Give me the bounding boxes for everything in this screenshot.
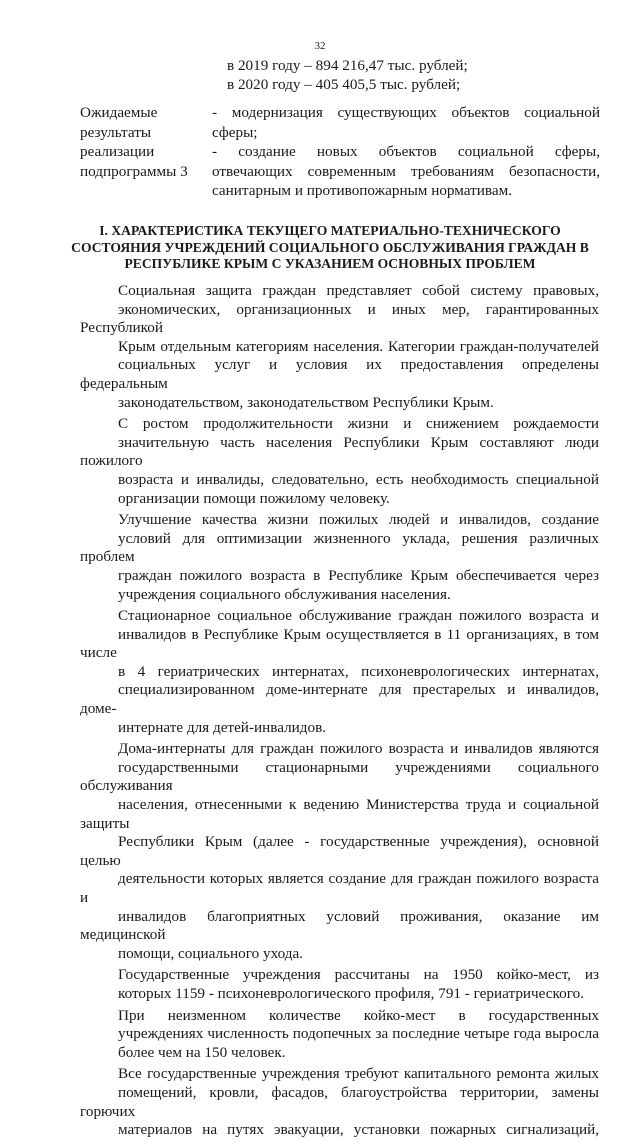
result-line: - модернизация существующих объектов социальной [212,104,600,121]
funding-line-2019: в 2019 году – 894 216,47 тыс. рублей; [227,57,468,74]
paragraph-line: Крым отдельным категориям населения. Категории граждан-получателей [118,337,599,355]
paragraph-line: помещений, кровли, фасадов, благоустройства территории, замены горючих [80,1083,599,1120]
paragraph-line: в 4 гериатрических интернатах, психоневрологических интернатах, [118,662,599,680]
paragraph [80,511,599,604]
result-line: сферы; [212,123,258,141]
body-text [80,282,599,1143]
paragraph-line: значительную часть населения Республики Крым составляют люди пожилого [80,433,599,470]
expected-results-label [80,103,210,181]
label-line: Ожидаемые [80,104,158,121]
expected-results-list [212,103,600,201]
paragraph-line: специализированном доме-интернате для престарелых и инвалидов, доме- [80,681,599,718]
paragraph-line: населения, отнесенными к ведению Министерства труда и социальной защиты [80,796,599,832]
result-line: - создание новых объектов социальной сферы, [212,143,600,160]
paragraph-line: инвалидов благоприятных условий проживания, оказание им медицинской [80,907,599,944]
paragraph-line: Улучшение качества жизни пожилых людей и инвалидов, создание [118,511,599,529]
paragraph-line: Все государственные учреждения требуют капитального ремонта жилых [118,1065,599,1083]
paragraph-line: Республики Крым (далее - государственные учреждения), основной целью [80,833,599,869]
paragraph-line: более чем на 150 человек. [118,1043,286,1061]
paragraph-line: помощи, социального ухода. [118,944,304,962]
section-title-line: I. ХАРАКТЕРИСТИКА ТЕКУЩЕГО МАТЕРИАЛЬНО-ТЕХНИЧЕСКОГО [99,223,561,238]
paragraph [80,966,599,1003]
paragraph-line: деятельности которых является создание для граждан пожилого возраста и [80,870,599,906]
paragraph-line: Государственные учреждения рассчитаны на 1950 койко-мест, из [118,966,599,984]
page-number: 32 [314,40,326,52]
section-title-line: РЕСПУБЛИКЕ КРЫМ С УКАЗАНИЕМ ОСНОВНЫХ ПРОБЛЕМ [124,256,536,271]
paragraph-line: Дома-интернаты для граждан пожилого возраста и инвалидов являются [118,740,599,758]
paragraph-line: учреждения социального обслуживания населения. [118,585,451,603]
funding-line-2020: в 2020 году – 405 405,5 тыс. рублей; [227,76,461,93]
paragraph [80,1065,599,1139]
paragraph-line: условий для оптимизации жизненного уклада, решения различных проблем [80,529,599,566]
paragraph [80,1007,599,1063]
result-item-modernization [212,103,600,142]
paragraph-line: законодательством, законодательством Республики Крым. [118,393,494,411]
label-line: подпрограммы 3 [80,162,188,180]
paragraph-line: граждан пожилого возраста в Республике Крым обеспечивается через [118,566,599,584]
result-line: отвечающих современным требованиям безопасности, [212,162,600,180]
label-line: реализации [80,143,155,160]
section-title [60,223,600,273]
paragraph [80,415,599,508]
paragraph-line: экономических, организационных и иных мер, гарантированных Республикой [80,300,599,337]
paragraph-line: При неизменном количестве койко-мест в государственных [118,1006,599,1024]
paragraph-line: социальных услуг и условия их предоставления определены федеральным [80,356,599,392]
paragraph-line: С ростом продолжительности жизни и снижением рождаемости [118,415,599,433]
paragraph-line: инвалидов в Республике Крым осуществляется в 11 организациях, в том числе [80,625,599,662]
paragraph-line: Стационарное социальное обслуживание граждан пожилого возраста и [118,607,599,625]
paragraph-line: Социальная защита граждан представляет собой систему правовых, [118,282,599,299]
paragraph-line: интернате для детей-инвалидов. [118,718,327,736]
paragraph [80,282,599,412]
result-line: санитарным и противопожарным нормативам. [212,182,513,199]
paragraph-line: государственными стационарными учреждениями социального обслуживания [80,758,599,795]
paragraph-line: учреждениях численность подопечных за последние четыре года выросла [118,1025,599,1043]
funding-amounts [227,56,468,94]
paragraph [80,740,599,963]
paragraph [80,607,599,737]
paragraph-line: организации помощи пожилому человеку. [118,489,390,507]
label-line: результаты [80,123,152,141]
paragraph-line: которых 1159 - психоневрологического профиля, 791 - гериатрического. [118,984,584,1002]
result-item-new-objects [212,142,600,201]
section-title-line: СОСТОЯНИЯ УЧРЕЖДЕНИЙ СОЦИАЛЬНОГО ОБСЛУЖИВАНИЯ ГРАЖДАН В [71,239,589,255]
paragraph-line: возраста и инвалиды, следовательно, есть необходимость специальной [118,470,599,488]
paragraph-line: материалов на путях эвакуации, установки пожарных сигнализаций, [118,1121,599,1139]
